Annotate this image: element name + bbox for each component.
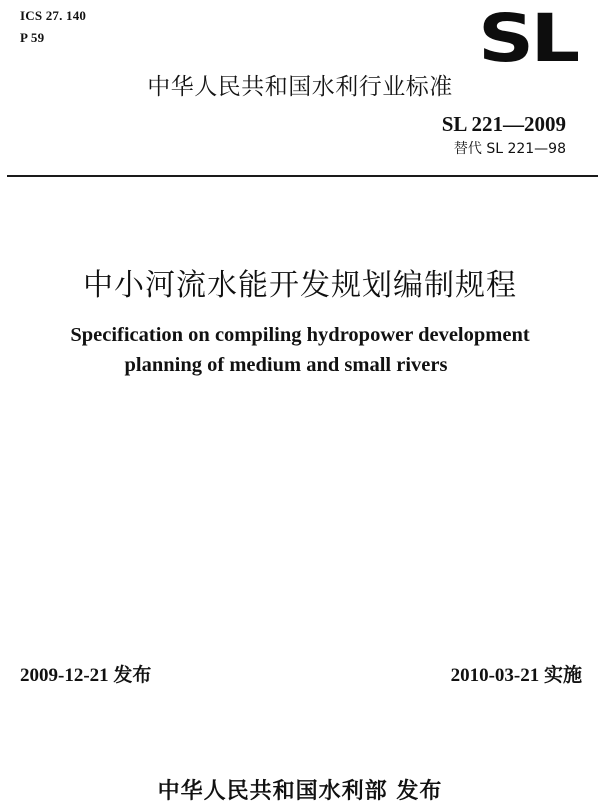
replaces-standard: 替代 SL 221—98 [453,141,566,157]
sl-logo: SL [478,0,577,77]
classification-code: P 59 [20,30,45,45]
document-title-english-line-1: Specification on compiling hydropower development [70,324,530,346]
publisher: 中华人民共和国水利部 发布 [157,779,443,804]
standard-number: SL 221—2009 [441,112,566,136]
issue-date: 2009-12-21 发布 [20,665,152,686]
standard-category-heading: 中华人民共和国水利行业标准 [147,74,453,100]
implementation-date: 2010-03-21 实施 [450,665,582,686]
document-title-chinese: 中小河流水能开发规划编制规程 [83,268,517,303]
header-divider [7,175,598,177]
ics-code: ICS 27. 140 [20,8,87,23]
document-title-english-line-2: planning of medium and small rivers [124,354,448,376]
